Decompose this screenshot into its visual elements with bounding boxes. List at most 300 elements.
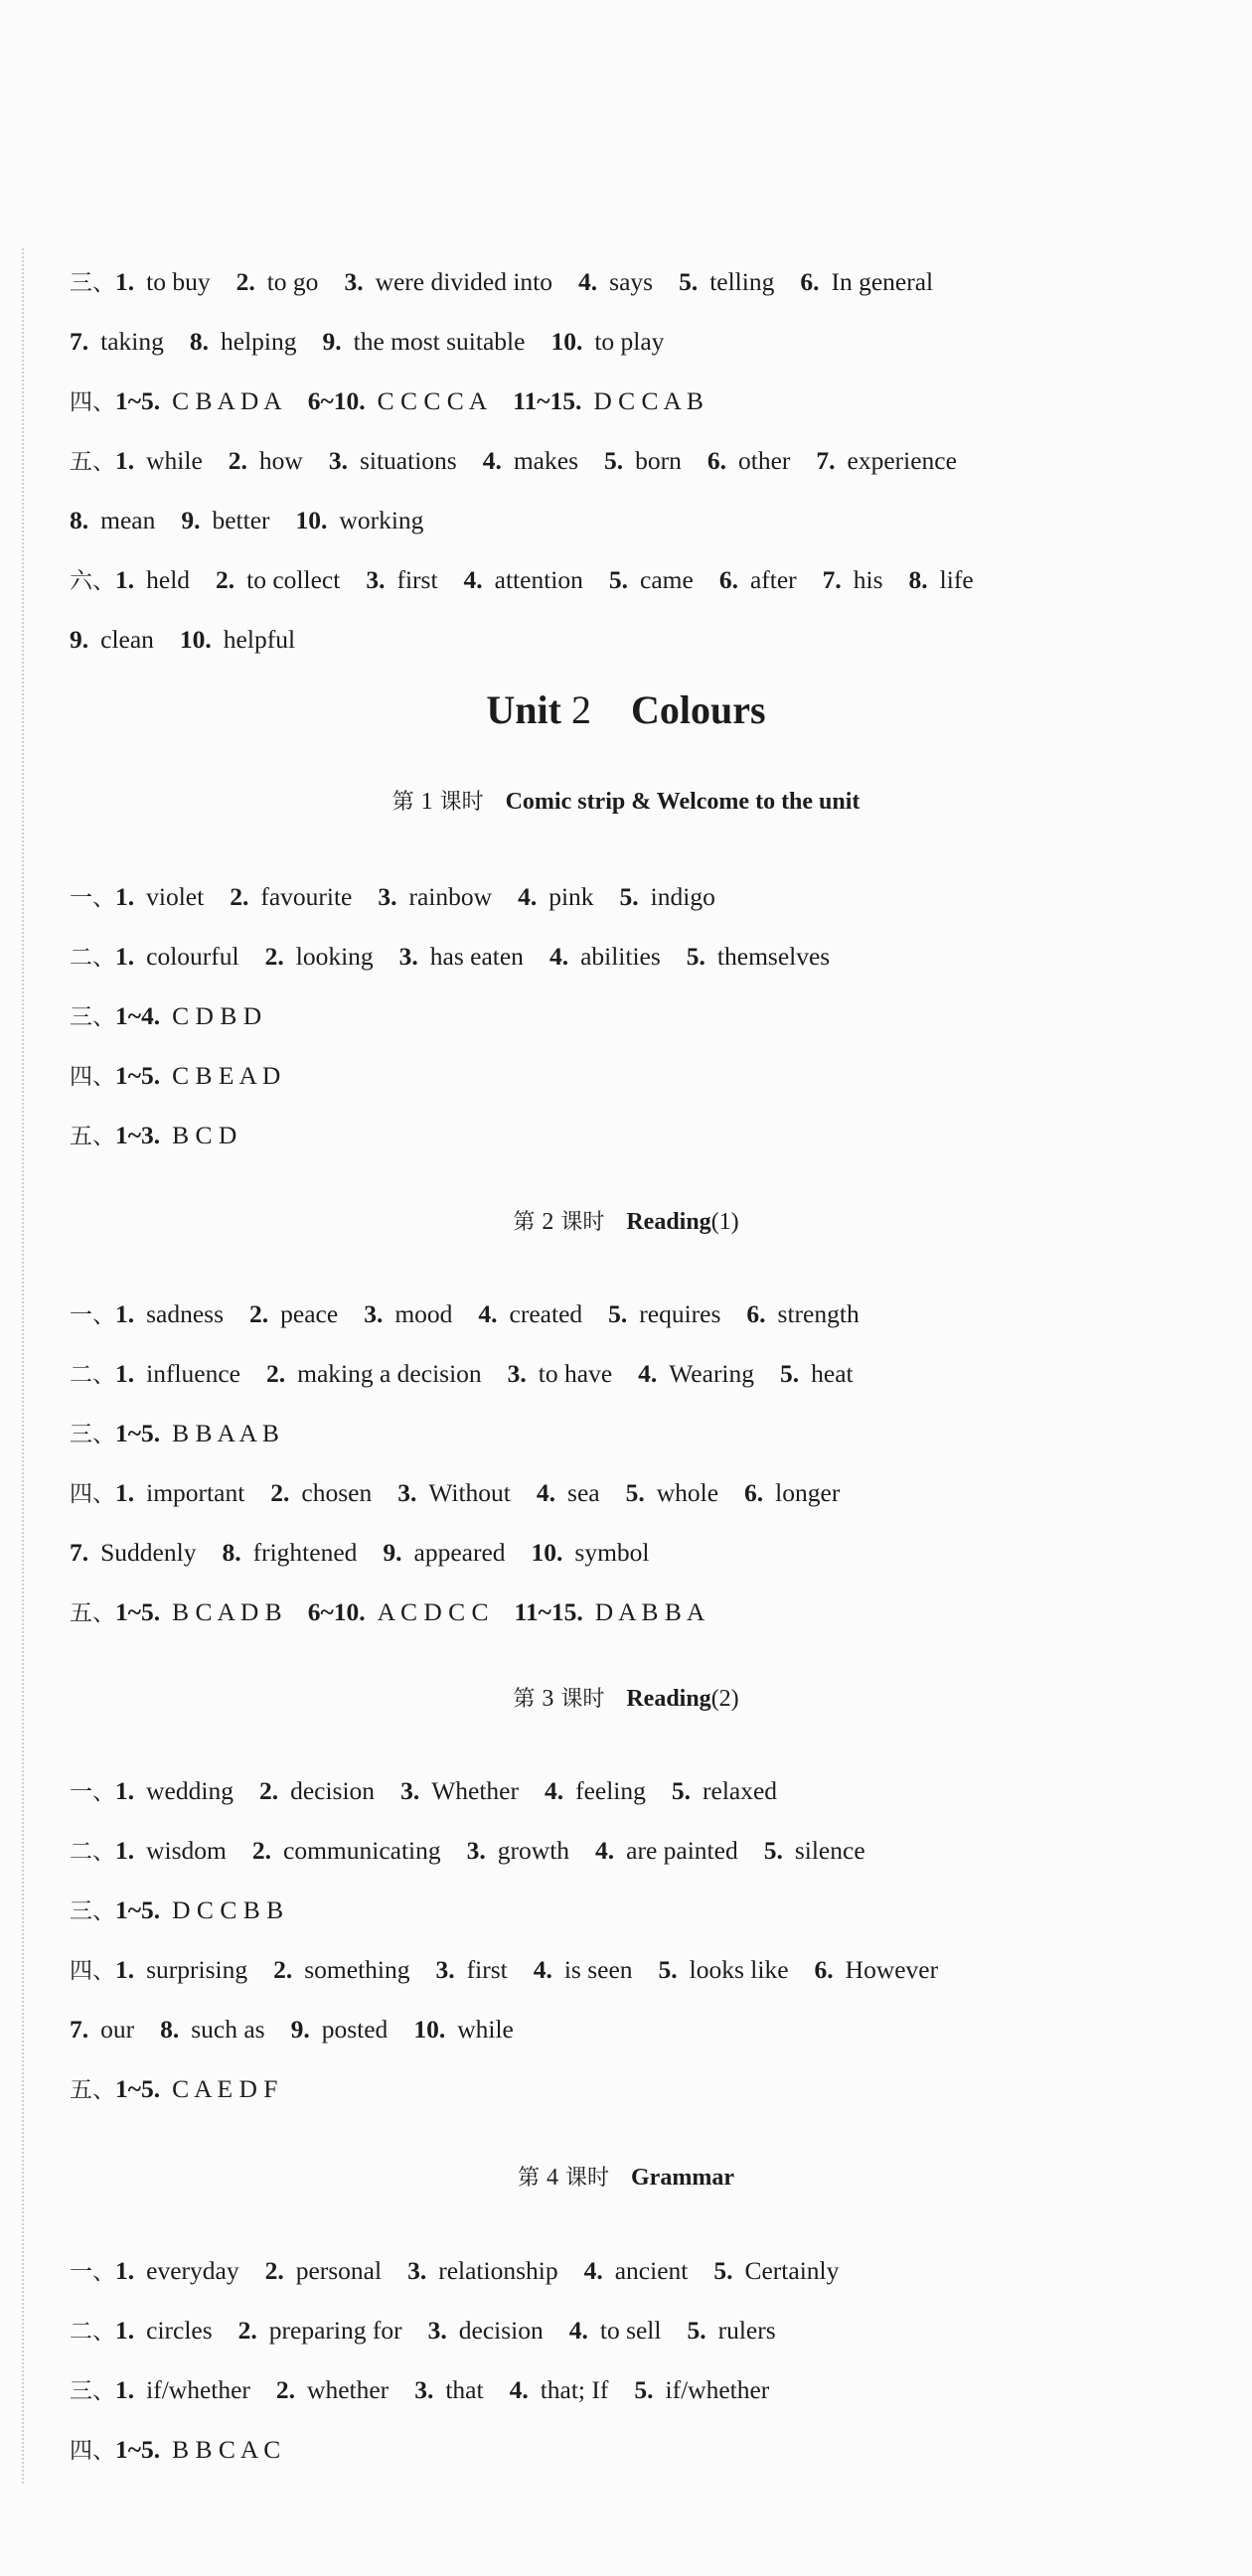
item-answer: born [635,446,682,475]
section-prefix: 一、 [70,2259,115,2285]
item-answer: helpful [223,625,296,654]
answer-line [70,562,1000,599]
item-number: 5. [608,565,629,594]
item-answer: attention [494,565,583,594]
item-number: 2. [228,446,247,475]
item-answer: themselves [716,942,831,971]
item-answer: In general [831,267,934,296]
item-number: 2. [258,1776,279,1805]
answer-item [515,1597,705,1626]
item-answer: relationship [438,2256,558,2285]
answer-line [70,1058,306,1095]
item-answer: C B E A D [172,1061,281,1090]
item-answer: requires [639,1299,721,1328]
lesson-number: 4 [547,2165,559,2191]
lesson-heading [0,1682,1252,1717]
answer-line [70,1833,891,1870]
answer-item [414,2375,483,2404]
answer-item [816,446,957,475]
item-number: 5. [679,267,699,296]
answer-item [744,1478,840,1507]
item-answer: held [146,565,191,594]
section-prefix: 四、 [70,1958,115,1984]
item-number: 4. [533,1955,552,1984]
item-answer: looks like [689,1955,789,1984]
unit-label: Unit [486,687,571,732]
item-answer: to go [266,267,319,296]
answer-item [115,1061,280,1090]
answer-item [115,1955,247,1984]
item-number: 3. [507,1359,527,1388]
item-number: 6. [718,565,738,594]
lesson-part: (2) [710,1686,739,1712]
answer-line [70,939,856,976]
section-prefix: 三、 [70,1422,115,1447]
item-answer: C B A D A [172,386,282,415]
item-answer: wisdom [146,1836,227,1865]
item-number: 3. [466,1836,486,1865]
answer-item [464,565,583,594]
item-answer: to sell [599,2316,662,2345]
item-answer: appeared [413,1538,506,1567]
item-answer: heat [811,1359,854,1388]
answer-item [764,1836,865,1865]
item-answer: personal [295,2256,383,2285]
answer-item [428,2316,544,2345]
item-answer: decision [458,2316,544,2345]
item-number: 8. [70,506,89,534]
item-number: 5. [619,882,639,911]
item-number: 11~15. [514,1597,583,1626]
answer-item [273,1955,409,1984]
lesson-heading [0,2161,1252,2196]
item-number: 1. [115,267,135,296]
answer-line [70,1952,964,1989]
item-answer: indigo [650,882,715,911]
section-prefix: 一、 [70,1302,115,1328]
answer-line [70,2071,303,2108]
item-number: 4. [578,267,598,296]
item-number: 4. [583,2256,603,2285]
answer-item [115,1836,227,1865]
item-answer: influence [146,1359,240,1388]
answer-item [180,625,295,654]
item-number: 3. [397,1478,417,1507]
item-number: 4. [536,1478,556,1507]
item-number: 9. [322,327,342,356]
answer-item [399,942,524,971]
item-answer: mean [100,506,156,534]
item-number: 3. [328,446,348,475]
answer-line [70,879,741,916]
lesson-cn-suffix: 课时 [558,2166,632,2191]
section-prefix: 五、 [70,1600,115,1626]
item-number: 8. [189,327,209,356]
answer-line [70,1893,309,1929]
answer-item [249,1299,338,1328]
answer-item [800,267,933,296]
answer-item [308,386,487,415]
answer-line [70,622,321,659]
item-answer: rulers [717,2316,776,2345]
item-answer: created [509,1299,583,1328]
item-number: 4. [638,1359,658,1388]
answer-line [70,1594,730,1631]
item-answer: looking [295,942,374,971]
answer-item [608,1299,720,1328]
answer-item [115,1419,279,1447]
answer-item [323,327,526,356]
answer-item [378,882,492,911]
item-answer: to buy [146,267,211,296]
item-answer: feeling [575,1776,646,1805]
answer-item [115,1001,261,1030]
section-prefix: 五、 [70,449,115,475]
item-answer: are painted [626,1836,738,1865]
item-number: 3. [398,942,418,971]
item-answer: C D B D [172,1001,262,1030]
answer-item [518,882,593,911]
answer-item [679,267,774,296]
item-number: 5. [671,1776,692,1805]
item-number: 7. [70,327,89,356]
item-answer: experience [847,446,957,475]
answer-line [70,1118,262,1154]
answer-item [400,1776,519,1805]
item-number: 1~3. [115,1121,161,1149]
item-answer: B C D [172,1121,237,1149]
item-number: 2. [249,1299,269,1328]
item-number: 1~5. [115,2074,161,2103]
item-answer: situations [359,446,457,475]
item-number: 6. [744,1478,764,1507]
item-number: 8. [222,1538,241,1567]
item-answer: the most suitable [353,327,526,356]
item-number: 5. [634,2375,654,2404]
answer-line [70,2253,864,2290]
item-answer: mood [394,1299,453,1328]
section-prefix: 四、 [70,2438,115,2464]
answer-item [407,2256,558,2285]
item-answer: if/whether [665,2375,770,2404]
item-number: 6. [814,1955,834,1984]
answer-item [259,1776,375,1805]
item-number: 1~5. [115,1061,161,1090]
item-number: 6. [746,1299,766,1328]
item-number: 2. [237,2316,257,2345]
item-number: 4. [568,2316,588,2345]
item-answer: has eaten [429,942,524,971]
item-answer: whether [307,2375,390,2404]
item-number: 3. [414,2375,434,2404]
item-number: 10. [179,625,212,654]
answer-item [70,506,155,534]
item-answer: peace [280,1299,339,1328]
answer-line [70,1416,305,1452]
item-number: 4. [548,942,569,971]
item-answer: everyday [146,2256,239,2285]
answer-item [270,1478,372,1507]
item-number: 2. [264,2256,284,2285]
item-number: 3. [435,1955,455,1984]
unit-name: Colours [591,687,766,732]
answer-item [276,2375,389,2404]
item-answer: rainbow [408,882,493,911]
answer-item [578,267,653,296]
item-answer: Suddenly [100,1538,197,1567]
answer-item [115,2375,250,2404]
item-answer: colourful [146,942,239,971]
answer-item [478,1299,582,1328]
item-number: 5. [780,1359,800,1388]
answer-item [746,1299,859,1328]
item-answer: sea [567,1478,600,1507]
item-number: 2. [270,1478,290,1507]
answer-line [70,264,959,301]
item-answer: were divided into [375,267,553,296]
lesson-cn-suffix: 课时 [553,1210,627,1235]
lesson-part: (1) [710,1209,739,1235]
answer-item [70,625,154,654]
lesson-cn-suffix: 课时 [553,1687,627,1712]
item-answer: wedding [146,1776,234,1805]
item-number: 9. [383,1538,402,1567]
item-number: 1~5. [115,2435,161,2464]
item-number: 6. [800,267,820,296]
answer-line [70,1535,676,1572]
answer-item [815,1955,939,1984]
item-number: 2. [264,942,284,971]
answer-item [344,267,552,296]
item-answer: strength [777,1299,860,1328]
answer-item [383,1538,505,1567]
item-number: 3. [366,565,386,594]
answer-item [687,942,830,971]
item-answer: says [609,267,654,296]
item-number: 1. [115,1299,135,1328]
lesson-cn-prefix: 第 [391,790,421,815]
section-prefix: 二、 [70,945,115,971]
item-number: 6. [706,446,726,475]
answer-item [190,327,297,356]
item-answer: to collect [246,565,341,594]
answer-item [115,1359,240,1388]
lesson-title: Grammar [631,2165,734,2191]
item-answer: telling [709,267,775,296]
answer-item [719,565,797,594]
item-answer: important [146,1478,245,1507]
answer-item [626,1478,718,1507]
lesson-cn-prefix: 第 [513,1687,543,1712]
answer-item [115,1299,224,1328]
item-answer: whole [656,1478,719,1507]
item-number: 3. [364,1299,384,1328]
answer-item [308,1597,489,1626]
item-number: 2. [273,1955,293,1984]
item-answer: symbol [574,1538,650,1567]
answer-item [296,506,424,534]
answer-item [909,565,974,594]
answer-item [115,1478,244,1507]
item-number: 4. [518,882,538,911]
item-answer: sadness [146,1299,225,1328]
item-number: 3. [407,2256,427,2285]
item-number: 5. [625,1478,645,1507]
item-answer: making a decision [297,1359,482,1388]
item-answer: communicating [283,1836,441,1865]
item-answer: posted [321,2015,389,2044]
item-number: 7. [816,446,836,475]
item-answer: clean [100,625,154,654]
answer-item [230,882,352,911]
item-answer: silence [794,1836,865,1865]
item-answer: abilities [580,942,661,971]
answer-item [70,1538,196,1567]
item-number: 1. [115,2375,135,2404]
answer-item [634,2375,769,2404]
answer-item [115,1895,283,1924]
answer-item [265,2256,383,2285]
lesson-number: 3 [542,1686,554,1712]
item-number: 1. [115,2256,135,2285]
answer-item [115,2074,277,2103]
item-answer: makes [513,446,578,475]
item-number: 2. [275,2375,296,2404]
item-answer: growth [497,1836,570,1865]
item-answer: first [466,1955,508,1984]
item-number: 4. [482,446,502,475]
item-number: 3. [427,2316,447,2345]
answer-item [115,2435,280,2464]
section-prefix: 三、 [70,1004,115,1030]
section-prefix: 四、 [70,389,115,415]
answer-item [483,446,578,475]
item-number: 5. [608,1299,628,1328]
item-answer: D A B B A [594,1597,705,1626]
item-number: 2. [235,267,255,296]
item-number: 9. [181,506,201,534]
answer-item [620,882,715,911]
item-answer: chosen [301,1478,373,1507]
answer-item [545,1776,646,1805]
item-answer: to have [538,1359,613,1388]
item-number: 5. [687,2316,706,2345]
item-number: 7. [70,1538,89,1567]
item-answer: is seen [563,1955,633,1984]
item-number: 1~4. [115,1001,161,1030]
item-answer: how [258,446,303,475]
item-answer: if/whether [146,2375,250,2404]
answer-item [638,1359,754,1388]
answer-item [604,446,682,475]
answer-item [115,267,211,296]
answer-item [510,2375,609,2404]
answer-item [713,2256,839,2285]
answer-line [70,443,983,480]
answer-line [70,1773,803,1810]
item-answer: other [738,446,791,475]
answer-item [115,2316,213,2345]
item-answer: D C C B B [172,1895,284,1924]
answer-item [549,942,661,971]
item-answer: to play [594,327,665,356]
answer-item [115,1776,234,1805]
lesson-number: 1 [420,789,433,815]
item-number: 9. [70,625,89,654]
item-answer: surprising [146,1955,248,1984]
item-answer: B B A A B [172,1419,279,1447]
item-answer: Wearing [669,1359,755,1388]
item-answer: while [146,446,203,475]
item-answer: relaxed [703,1776,778,1805]
answer-item [115,2256,239,2285]
answer-item [115,386,282,415]
answer-item [532,1538,650,1567]
item-number: 10. [295,506,328,534]
item-number: 6~10. [307,386,366,415]
section-prefix: 五、 [70,2077,115,2103]
section-prefix: 二、 [70,2319,115,2345]
item-answer: while [457,2015,514,2044]
answer-item [534,1955,633,1984]
answer-item [659,1955,789,1984]
item-answer: better [212,506,270,534]
item-number: 10. [413,2015,446,2044]
answer-item [115,565,190,594]
item-answer: However [845,1955,939,1984]
item-answer: decision [290,1776,376,1805]
lesson-cn-prefix: 第 [518,2166,548,2191]
answer-item [222,1538,357,1567]
item-answer: after [749,565,797,594]
item-answer: circles [146,2316,213,2345]
item-answer: our [100,2015,135,2044]
item-answer: Certainly [744,2256,840,2285]
margin-dotted-line [22,248,24,2484]
item-answer: first [396,565,438,594]
item-answer: C A E D F [172,2074,278,2103]
answer-item [672,1776,777,1805]
answer-item [266,1359,482,1388]
answer-item [115,446,203,475]
item-number: 10. [550,327,583,356]
item-number: 1. [115,565,135,594]
answer-item [115,942,239,971]
item-answer: Without [428,1478,511,1507]
answer-item [229,446,303,475]
item-number: 4. [463,565,483,594]
item-number: 8. [160,2015,180,2044]
item-answer: working [339,506,424,534]
answer-line [70,2012,540,2048]
answer-line [70,503,449,539]
lesson-cn-prefix: 第 [513,1210,543,1235]
answer-line [70,998,287,1035]
answer-item [513,386,704,415]
answer-line [70,2313,802,2349]
item-answer: B C A D B [172,1597,282,1626]
lesson-title: Reading [626,1209,711,1235]
lesson-heading [0,1205,1252,1240]
answer-item [467,1836,569,1865]
item-number: 5. [604,446,624,475]
item-answer: came [640,565,694,594]
item-answer: that; If [540,2375,609,2404]
section-prefix: 二、 [70,1362,115,1388]
item-answer: A C D C C [377,1597,489,1626]
answer-item [291,2015,389,2044]
item-answer: favourite [260,882,353,911]
